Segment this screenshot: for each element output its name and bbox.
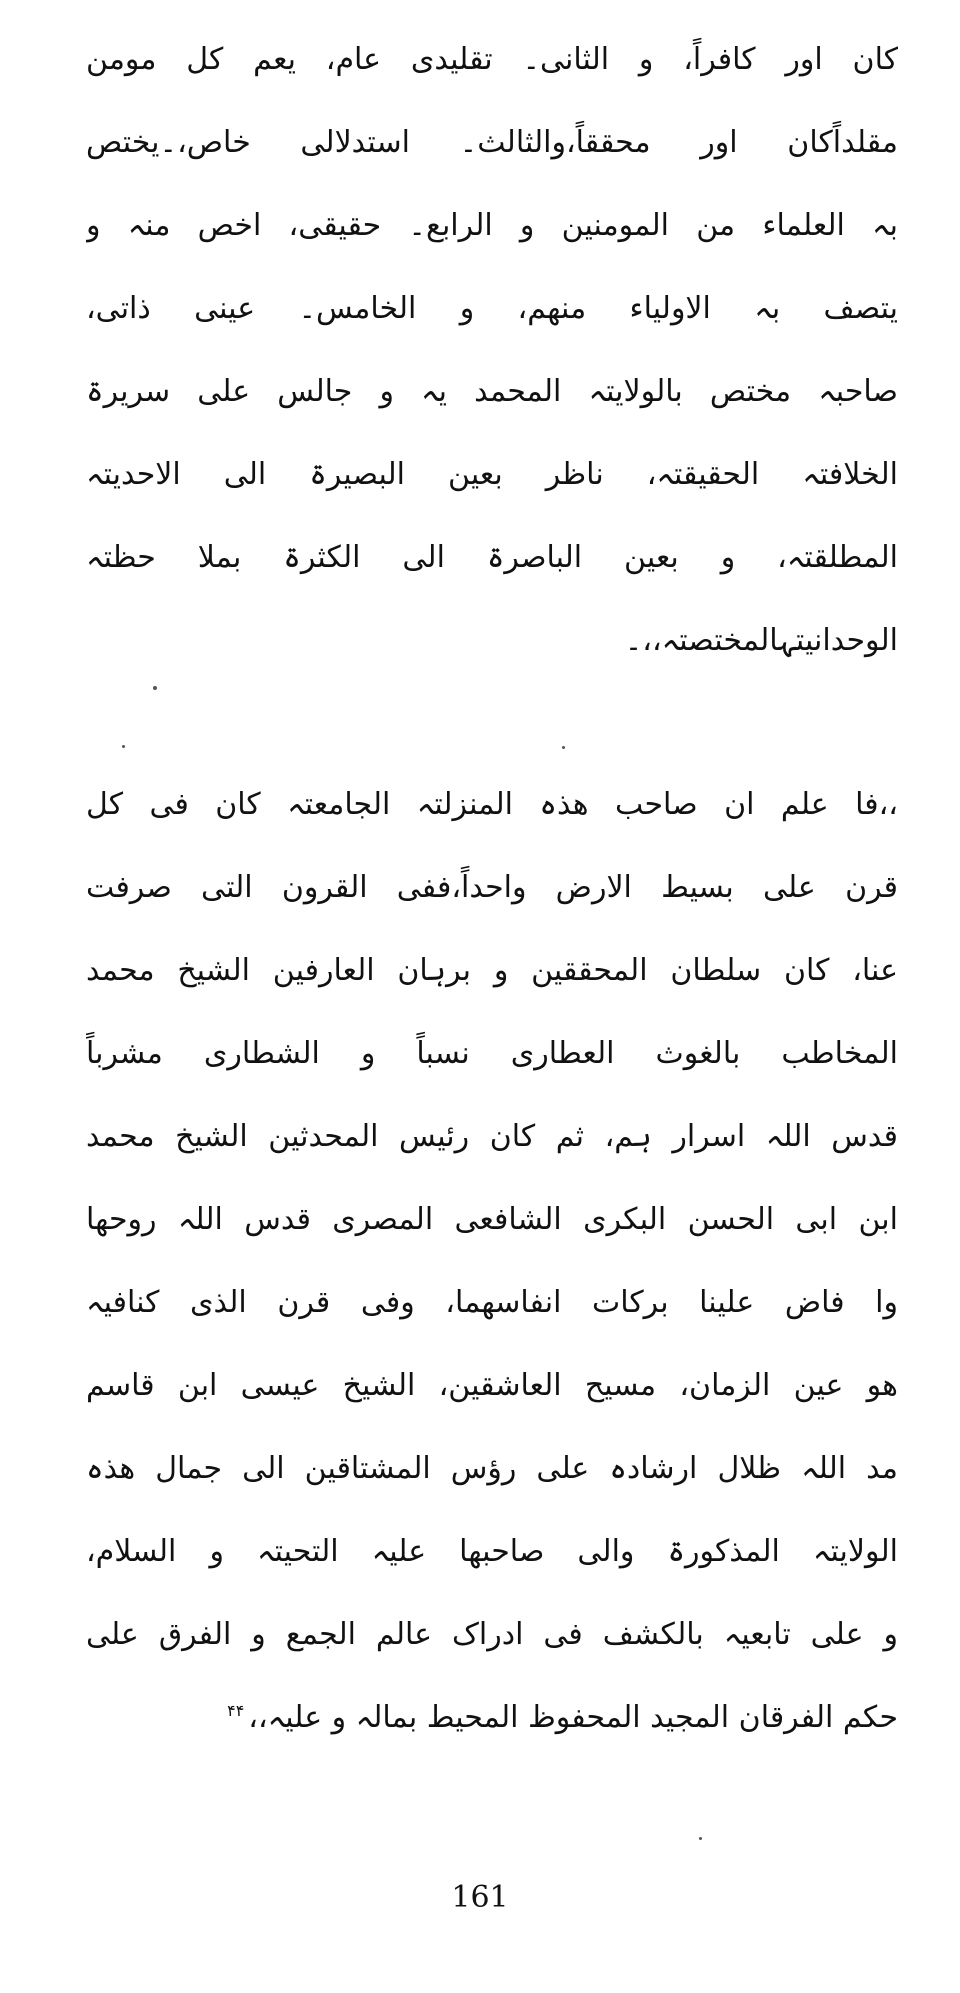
text-line: المطلقتہ، و بعین الباصرۃ الی الکثرۃ بملا حظتہ <box>86 540 898 575</box>
text-line: المخاطب بالغوث العطاری نسباً و الشطاری مشرباً <box>86 1036 898 1071</box>
text-line: و علی تابعیہ بالکشف فی ادراک عالم الجمع و الفرق علی <box>86 1617 898 1652</box>
footnote-marker: ۴۴ <box>227 1701 245 1720</box>
text-line: کان اور کافراً، و الثانی۔ تقلیدی عام، یعم کل مومن <box>86 42 898 77</box>
text-line: مقلداًکان اور محققاً،والثالث۔ استدلالی خاص،۔یختص <box>86 125 898 160</box>
text-line: یتصف بہ الاولیاء منھم، و الخامس۔ عینی ذاتی، <box>86 291 898 326</box>
text-line: بہ العلماء من المومنین و الرابع۔ حقیقی، اخص منہ و <box>86 208 898 243</box>
paragraph-1 <box>86 18 898 682</box>
scan-speck <box>122 745 125 748</box>
text-line: مد اللہ ظلال ارشادہ علی رؤس المشتاقین الی جمال ھذہ <box>86 1451 898 1486</box>
text-line: صاحبہ مختص بالولایتہ المحمد یہ و جالس علی سریرۃ <box>86 374 898 409</box>
text-line: ،،فا علم ان صاحب ھذہ المنزلتہ الجامعتہ کان فی کل <box>86 787 898 822</box>
paragraph-2 <box>86 763 898 1759</box>
text-line: ابن ابی الحسن البکری الشافعی المصری قدس اللہ روحھا <box>86 1202 898 1237</box>
text-line: قدس اللہ اسرار ہم، ثم کان رئیس المحدثین الشیخ محمد <box>86 1119 898 1154</box>
text-line: عنا، کان سلطان المحققین و برہان العارفین الشیخ محمد <box>86 953 898 988</box>
page-number: 161 <box>451 1880 509 1915</box>
text-line: ھو عین الزمان، مسیح العاشقین، الشیخ عیسی ابن قاسم <box>86 1368 898 1403</box>
text-line-final <box>86 1676 898 1759</box>
text-line: الولایتہ المذکورۃ والی صاحبھا علیہ التحیتہ و السلام، <box>86 1534 898 1569</box>
scan-speck <box>562 746 565 749</box>
scan-speck <box>699 1837 702 1840</box>
text-line: الوحدانیتہالمختصتہ،،۔ <box>624 623 898 658</box>
text-line: قرن علی بسیط الارض واحداً،ففی القرون التی صرفت <box>86 870 898 905</box>
final-line-text: حکم الفرقان المجید المحفوظ المحیط بمالہ و علیہ،، <box>248 1700 898 1735</box>
text-line: الخلافتہ الحقیقتہ، ناظر بعین البصیرۃ الی الاحدیتہ <box>86 457 898 492</box>
text-line: وا فاض علینا برکات انفاسھما، وفی قرن الذی کنافیہ <box>86 1285 898 1320</box>
scan-speck <box>153 686 157 690</box>
